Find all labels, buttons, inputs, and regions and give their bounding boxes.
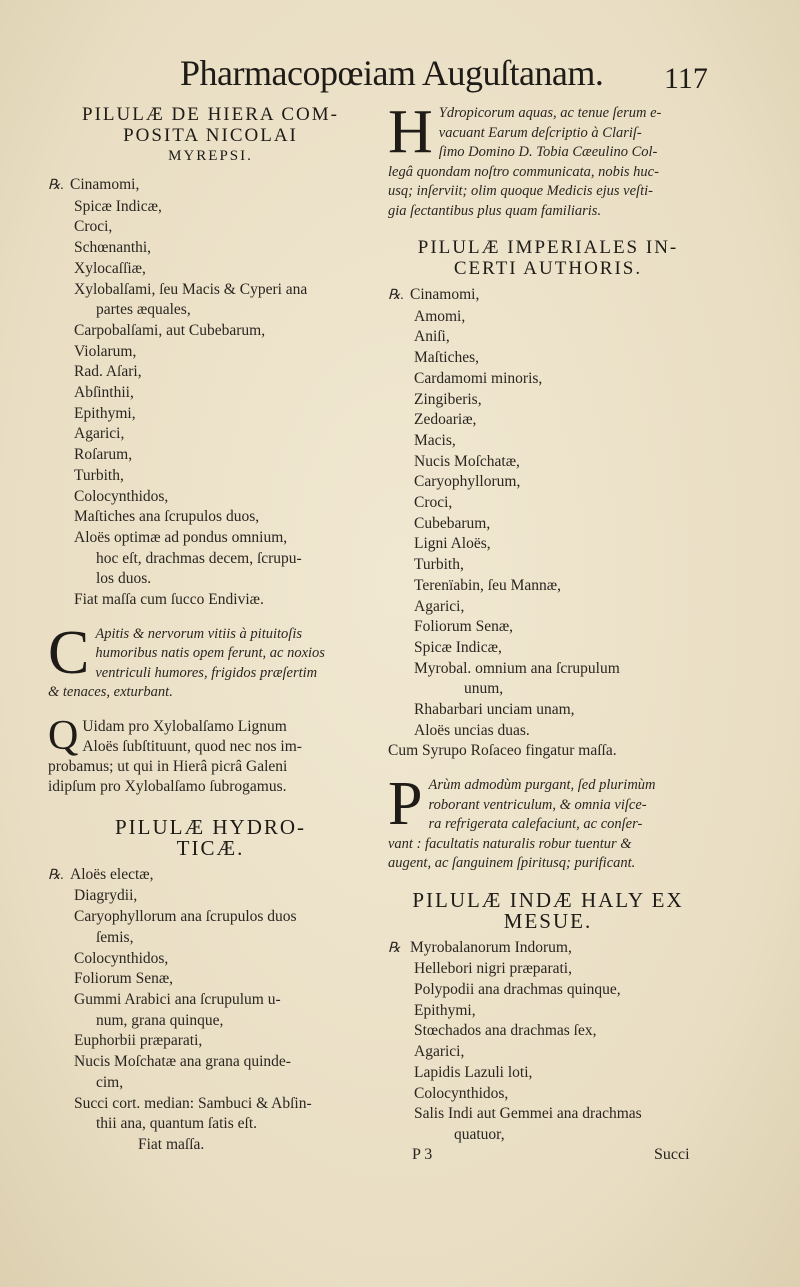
ingredient-line: Zingiberis, — [414, 390, 482, 408]
text-line: usq; inſerviit; olim quoque Medicis ejus veſti- — [388, 183, 653, 199]
text-line: ſimo Domino D. Tobia Cæeulino Col- — [438, 144, 658, 160]
ingredient-line: Cardamomi minoris, — [414, 369, 543, 387]
ingredient-line: Diagrydii, — [74, 887, 138, 905]
text-line: & tenaces, exturbant. — [48, 684, 173, 701]
ingredient-line: Zedoariæ, — [414, 411, 477, 429]
ingredient-line: Succi cort. median: Sambuci & Abſin- — [74, 1094, 312, 1112]
text-line: ventriculi humores, frigidos præſertim — [95, 664, 318, 681]
ingredient-line: Myrobal. omnium ana ſcrupulum — [414, 659, 620, 677]
ingredient-line: Ligni Aloës, — [414, 535, 491, 553]
ingredient-line: Macis, — [414, 431, 456, 449]
ingredient-line: Rad. Aſari, — [74, 363, 142, 381]
ingredient-line: Carpobalſami, aut Cubebarum, — [74, 321, 266, 339]
ingredient-line: Croci, — [74, 218, 113, 236]
ingredient-line: Xylobalſami, ſeu Macis & Cyperi ana — [74, 280, 308, 298]
catchword: Succi — [654, 1145, 690, 1163]
heading-line: MYREPSI. — [168, 148, 253, 164]
running-title: Pharmacopœiam Auguſtanam. — [180, 53, 604, 93]
ingredient-continuation: num, grana quinque, — [96, 1011, 224, 1029]
ingredient-line: Caryophyllorum ana ſcrupulos duos — [74, 908, 297, 926]
ingredient-line: Aloës optimæ ad pondus omnium, — [74, 528, 288, 546]
ingredient-line: Epithymi, — [74, 404, 136, 422]
heading-line: MESUE. — [503, 908, 593, 933]
recipe-symbol: ℞. — [48, 867, 65, 883]
ingredient-continuation: partes æquales, — [96, 301, 191, 319]
heading-line: PILULÆ HYDRO- — [114, 814, 307, 839]
text-line: legâ quondam noſtro communicata, nobis huc- — [388, 163, 659, 180]
ingredient-line: Rhabarbari unciam unam, — [414, 701, 575, 719]
text-line: Aloës ſubſtituunt, quod nec nos im- — [82, 737, 302, 755]
heading-line: PILULÆ IMPERIALES IN- — [417, 237, 679, 258]
ingredient-line: Violarum, — [74, 342, 137, 360]
signature-mark: P 3 — [412, 1145, 433, 1163]
ingredient-line: Salis Indi aut Gemmei ana drachmas — [414, 1105, 642, 1123]
ingredient-line: Hellebori nigri præparati, — [414, 960, 572, 978]
virtue-paragraph — [388, 770, 708, 874]
ingredient-line: Agarici, — [414, 597, 465, 615]
section-heading-pilulae-indae — [388, 887, 708, 933]
ingredient-line: Turbith, — [414, 556, 464, 574]
ingredient-continuation: quatuor, — [454, 1126, 505, 1143]
section-heading-pilulae-hydroticae — [48, 814, 373, 860]
ingredient-line: Agarici, — [74, 425, 125, 443]
ingredient-line: Maſtiches, — [414, 349, 479, 367]
drop-cap: C — [48, 618, 90, 687]
ingredient-line: Xylocaſſiæ, — [74, 259, 146, 277]
heading-line: PILULÆ INDÆ HALY EX — [412, 887, 684, 912]
ingredient-continuation: cim, — [96, 1073, 124, 1091]
ingredient-line: Cubebarum, — [414, 514, 491, 532]
text-line: Arùm admodùm purgant, ſed plurimùm — [428, 777, 656, 794]
ingredient-continuation: ſemis, — [96, 928, 134, 946]
heading-line: TICÆ. — [176, 835, 245, 860]
recipe-ingredients — [388, 285, 708, 762]
recipe-ingredients — [48, 865, 373, 1156]
recipe-symbol: ℞ — [388, 940, 401, 956]
ingredient-line: Polypodii ana drachmas quinque, — [414, 981, 621, 999]
ingredient-line: Lapidis Lazuli loti, — [414, 1063, 533, 1081]
ingredient-line: Aloës uncias duas. — [414, 721, 530, 739]
text-line: ra refrigerata calefaciunt, ac conſer- — [428, 816, 643, 833]
ingredient-continuation: unum, — [464, 680, 504, 698]
text-line: augent, ac ſanguinem ſpiritusq; purificant. — [388, 855, 636, 872]
text-line: humoribus natis opem ferunt, ac noxios — [95, 645, 325, 662]
ingredient-line: Schœnanthi, — [74, 239, 152, 257]
ingredient-line: Turbith, — [74, 466, 124, 484]
heading-line: PILULÆ DE HIERA COM- — [82, 104, 339, 125]
heading-line: CERTI AUTHORIS. — [453, 258, 643, 279]
ingredient-line: Amomi, — [414, 307, 466, 325]
ingredient-line: Nucis Moſchatæ ana grana quinde- — [74, 1053, 291, 1071]
ingredient-line: Aniſi, — [414, 328, 450, 346]
right-column — [388, 98, 708, 1168]
ingredient-line: ℞. Cinamomi, — [48, 175, 373, 197]
ingredient-line: Foliorum Senæ, — [74, 970, 174, 988]
ingredient-line: Colocynthidos, — [414, 1084, 509, 1102]
ingredient-line: Spicæ Indicæ, — [74, 197, 162, 215]
virtue-paragraph — [48, 618, 373, 703]
ingredient-line: Croci, — [414, 494, 453, 512]
text-line: roborant ventriculum, & omnia viſce- — [428, 796, 647, 813]
recipe-closing: Fiat maſſa cum ſucco Endiviæ. — [74, 591, 264, 609]
text-line: gia ſectantibus plus quam familiaris. — [388, 202, 602, 219]
ingredient-line: Colocynthidos, — [74, 949, 169, 967]
note-paragraph — [48, 712, 373, 797]
text-line: vacuant Earum deſcriptio à Clariſ- — [438, 124, 642, 141]
ingredient-line: Epithymi, — [414, 1001, 476, 1019]
recipe-ingredients — [48, 175, 373, 611]
ingredient-line: ℞ Myrobalanorum Indorum, — [388, 938, 708, 960]
text-line: probamus; ut qui in Hierâ picrâ Galeni — [48, 757, 288, 775]
drop-cap: H — [388, 98, 433, 166]
section-heading-pilulae-de-hiera — [48, 104, 373, 167]
intro-paragraph — [388, 98, 708, 221]
ingredient-line: Abſinthii, — [74, 384, 134, 402]
ingredient-line: Colocynthidos, — [74, 487, 169, 505]
recipe-closing: Cum Syrupo Roſaceo fingatur maſſa. — [388, 742, 617, 760]
ingredient-line: Nucis Moſchatæ, — [414, 452, 520, 470]
text-line: Ydropicorum aquas, ac tenue ſerum e- — [438, 105, 662, 121]
text-line: Apitis & nervorum vitiis à pituitoſis — [95, 625, 302, 642]
left-column — [48, 104, 373, 1156]
ingredient-line: Agarici, — [414, 1043, 465, 1061]
page-number: 117 — [664, 62, 708, 95]
section-heading-pilulae-imperiales — [388, 237, 708, 279]
ingredient-line: Stœchados ana drachmas ſex, — [414, 1022, 597, 1040]
recipe-closing: Fiat maſſa. — [138, 1135, 205, 1153]
ingredient-continuation: hoc eſt, drachmas decem, ſcrupu- — [96, 549, 302, 567]
ingredient-line: Gummi Arabici ana ſcrupulum u- — [74, 990, 281, 1008]
drop-cap: P — [388, 770, 423, 839]
recipe-symbol: ℞. — [48, 178, 65, 193]
text-line: vant : facultatis naturalis robur tuentur & — [388, 835, 632, 852]
ingredient-line: Spicæ Indicæ, — [414, 638, 502, 656]
text-line: Uidam pro Xylobalſamo Lignum — [82, 717, 287, 735]
ingredient-line: Caryophyllorum, — [414, 473, 521, 491]
ingredient-line: Euphorbii præparati, — [74, 1032, 203, 1050]
recipe-symbol: ℞. — [388, 288, 405, 303]
ingredient-continuation: los duos. — [96, 570, 152, 588]
recipe-ingredients — [388, 938, 708, 1146]
ingredient-line: Maſtiches ana ſcrupulos duos, — [74, 508, 260, 526]
ingredient-continuation: thii ana, quantum ſatis eſt. — [96, 1115, 257, 1133]
heading-line: POSITA NICOLAI — [123, 125, 298, 146]
ingredient-line: ℞. Cinamomi, — [388, 285, 708, 307]
text-line: idipſum pro Xylobalſamo ſubrogamus. — [48, 777, 287, 795]
ingredient-line: ℞. Aloës electæ, — [48, 865, 373, 887]
ingredient-line: Terenïabin, ſeu Mannæ, — [414, 576, 561, 594]
drop-cap: Q — [48, 712, 79, 759]
ingredient-line: Roſarum, — [74, 446, 133, 464]
page-footer — [388, 1146, 708, 1168]
ingredient-line: Foliorum Senæ, — [414, 618, 514, 636]
